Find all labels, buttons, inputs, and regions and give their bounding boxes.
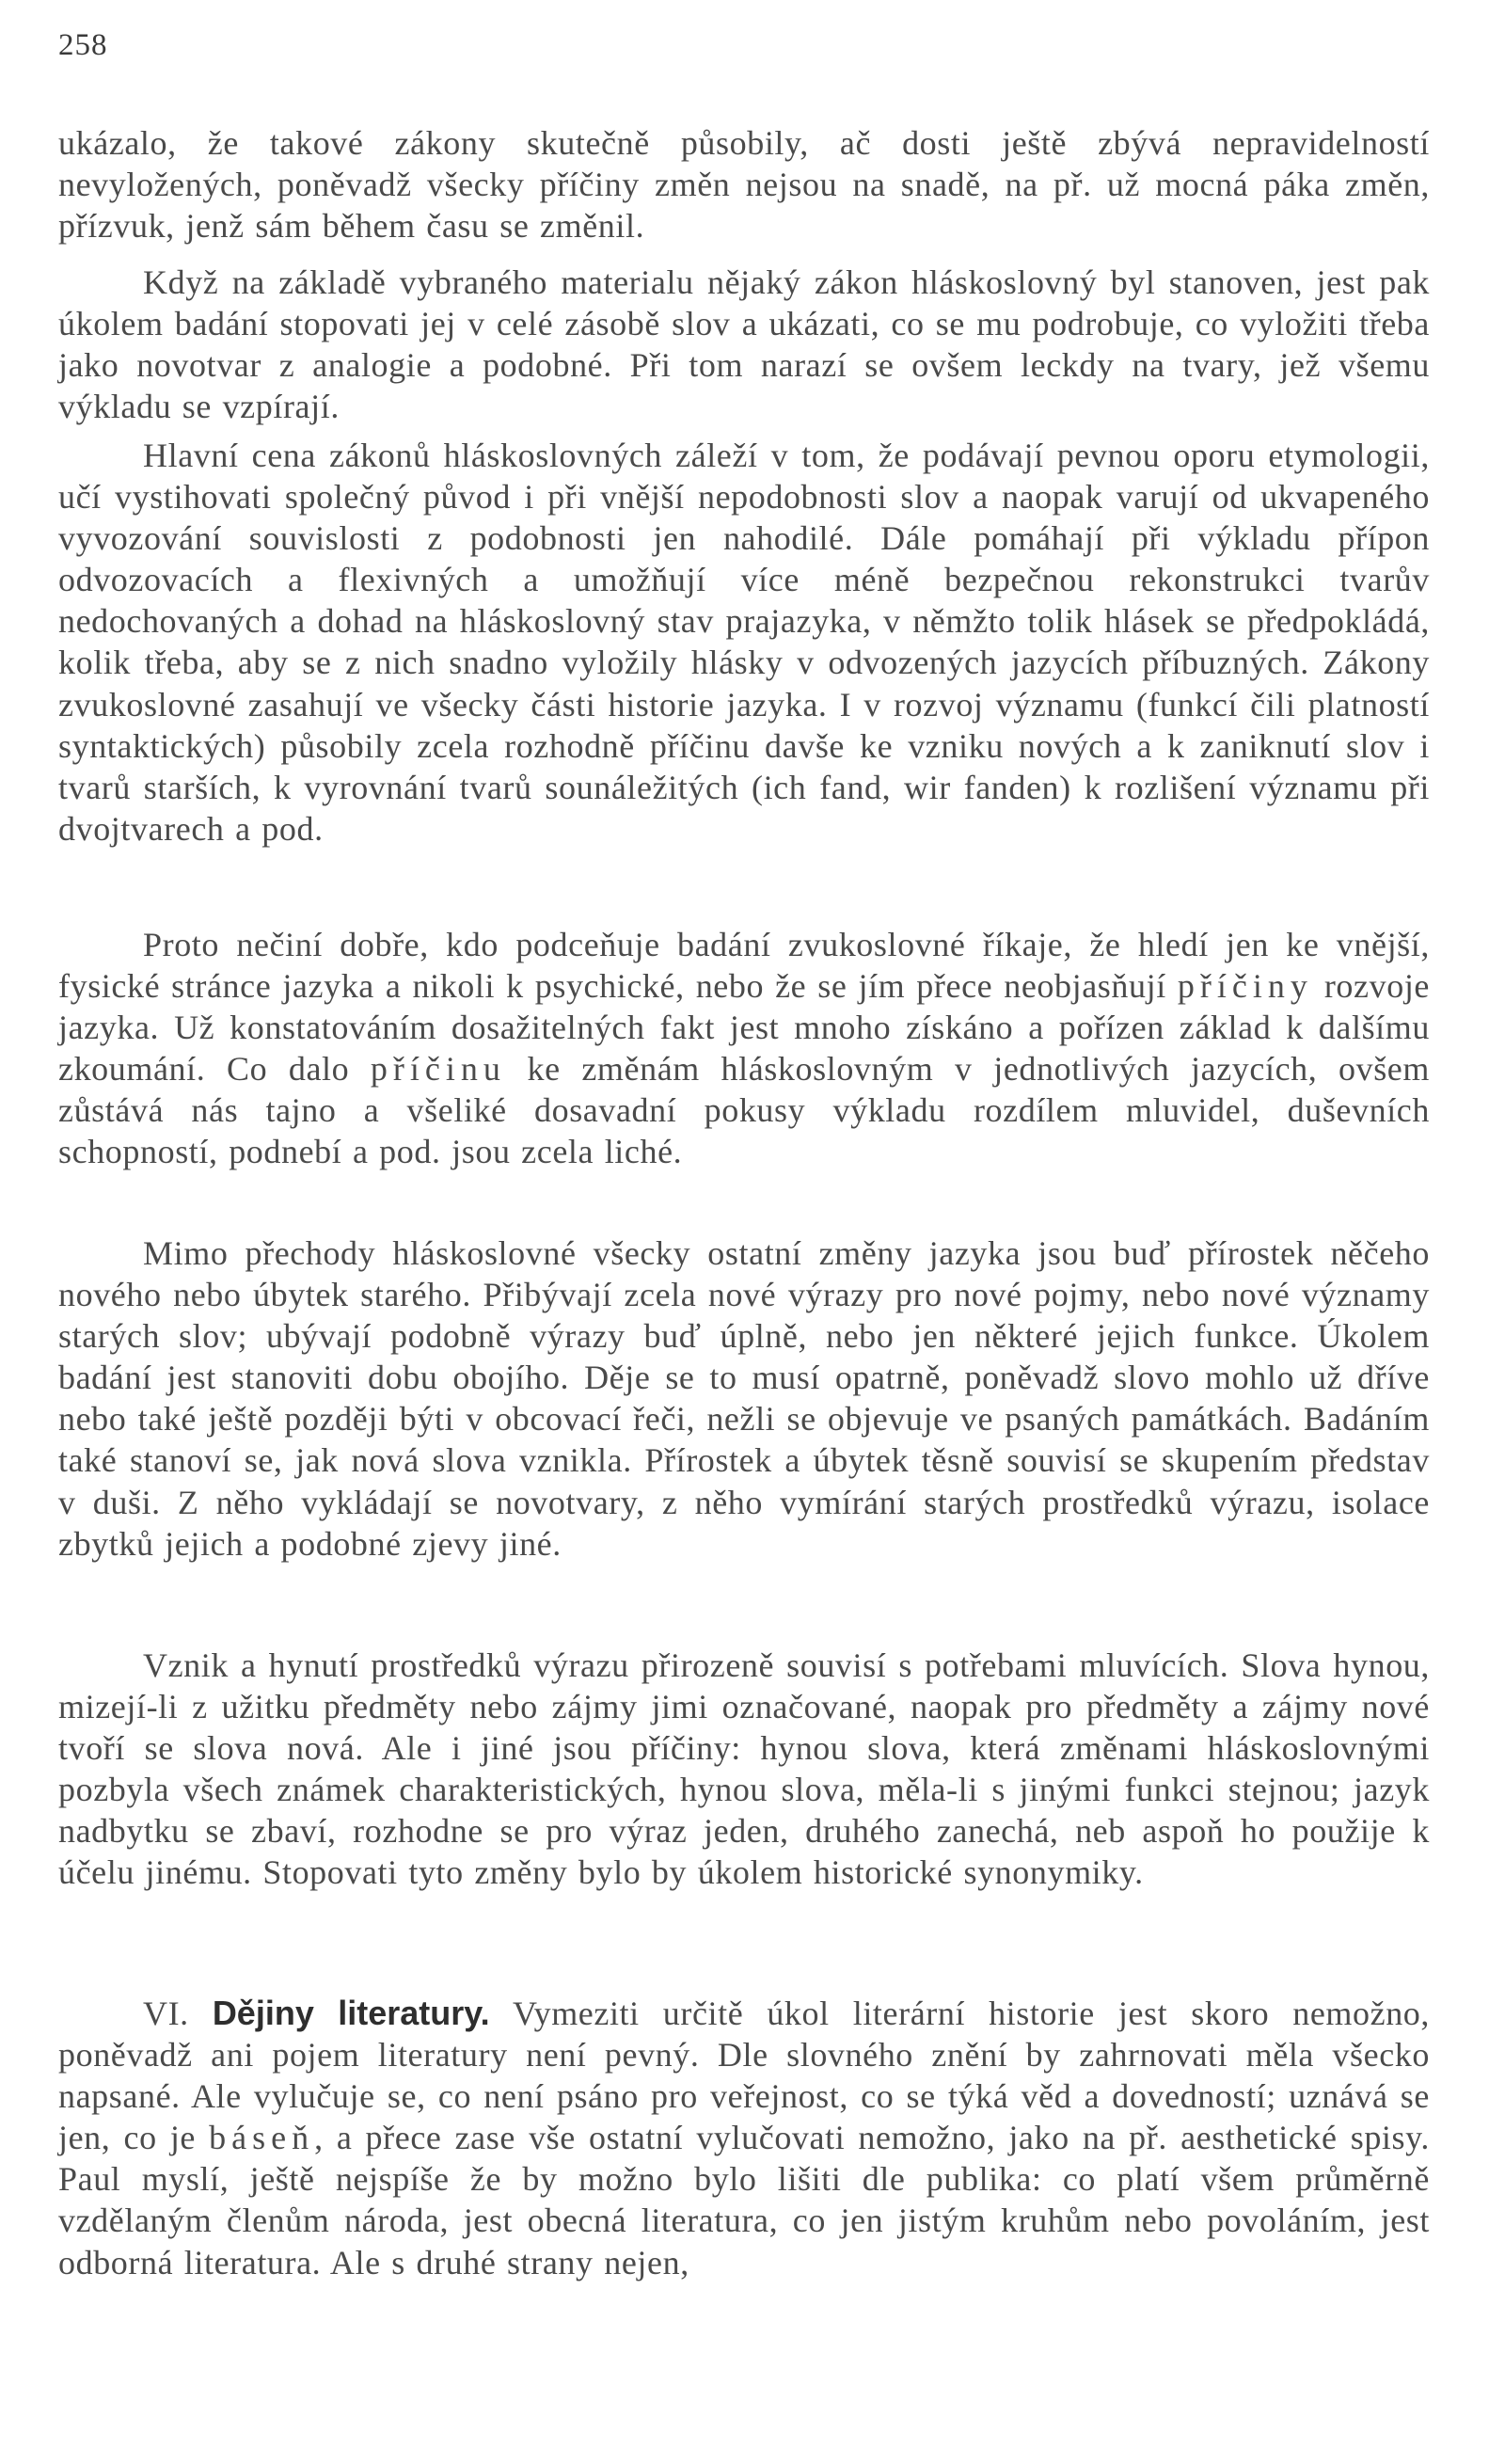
- paragraph: Mimo přechody hláskoslovné všecky ostatní změny jazyka jsou buď přírostek něčeho nového nebo úbytek starého. Přibývají zcela nové výrazy pro nové pojmy, nebo nové významy starých slov; ubývají podobně výrazy buď úplně, nebo jen některé jejich funkce. Úkolem badání jest stanoviti dobu obojího. Děje se to musí opatrně, poněvadž slovo mohlo už dříve nebo také ještě později býti v obcovací řeči, nežli se objevuje ve psaných památkách. Badáním také stanoví se, jak nová slova vznikla. Přírostek a úbytek těsně souvisí se skupením představ v duši. Z něho vykládají se novotvary, z něho vymírání starých prostředků výrazu, isolace zbytků jejich a podobné zjevy jiné.: [58, 1234, 1430, 1563]
- text-run: Proto nečiní dobře, kdo podceňuje badání zvukoslovné říkaje, že hledí jen ke vnější, fysické stránce jazyka a nikoli k psychické, nebo že se jím přece neobjasňují: [58, 926, 1430, 1006]
- page-number: 258: [58, 28, 108, 62]
- text-run: Vymeziti určitě úkol literární historie jest skoro nemožno, poněvadž ani pojem literatury není pevný. Dle slovného znění by zahrnovati měla všecko napsané. Ale vylučuje se, co není psáno pro veřejnost, co se týká věd a dovedností; uznává se jen, co je: [58, 1995, 1430, 2157]
- emphasis: příčiny: [1177, 967, 1313, 1006]
- emphasis: báseň: [209, 2119, 315, 2157]
- text-run: rozvoje jazyka. Už konstatováním dosažitelných fakt jest mnoho získáno a pořízen základ k dalšímu zkoumání. Co dalo: [58, 967, 1430, 1089]
- section-number: VI.: [143, 1995, 189, 2032]
- paragraph-block: [58, 924, 1430, 1173]
- paragraph: [58, 924, 1430, 1173]
- text-run: , a přece zase vše ostatní vylučovati nemožno, jako na př. aesthetické spisy. Paul myslí, ještě nejspíše že by možno bylo lišiti dle publika: co platí všem průměrně vzdělaným členům národa, jest obecná literatura, co jen jistým kruhům nebo povoláním, jest odborná literatura. Ale s druhé strany nejen,: [58, 2119, 1430, 2281]
- section-heading: Dějiny literatury.: [212, 1994, 490, 2032]
- paragraph-continuation: [58, 122, 1430, 246]
- paragraph: [58, 1993, 1430, 2283]
- paragraph: Hlavní cena zákonů hláskoslovných záleží v tom, že podávají pevnou oporu etymologii, učí vystihovati společný původ i při vnější nepodobnosti slov a naopak varují od ukvapeného vyvozování souvislosti z podobnosti jen nahodilé. Dále pomáhají při výkladu přípon odvozovacích a flexivných a umožňují více méně bezpečnou rekonstrukci tvarův nedochovaných a dohad na hláskoslovný stav prajazyka, v němžto tolik hlásek se předpokládá, kolik třeba, aby se z nich snadno vyložily hlásky v odvozených jazycích příbuzných. Zákony zvukoslovné zasahují ve všecky části historie jazyka. I v rozvoj významu (funkcí čili platností syntaktických) působily zcela rozhodně příčinu davše ke vzniku nových a k zaniknutí slov i tvarů starších, k vyrovnání tvarů sounáležitých (ich fand, wir fanden) k rozlišení významu při dvojtvarech a pod.: [58, 437, 1430, 848]
- text-run: ke změnám hláskoslovným v jednotlivých jazycích, ovšem zůstává nás tajno a všeliké dosavadní pokusy výkladu rozdílem mluvidel, duševních schopností, podnebí a pod. jsou zcela liché.: [58, 1050, 1430, 1171]
- paragraph: ukázalo, že takové zákony skutečně působily, ač dosti ještě zbývá nepravidelností nevyložených, poněvadž všecky příčiny změn nejsou na snadě, na př. už mocná páka změn, přízvuk, jenž sám během času se změnil.: [58, 124, 1430, 246]
- paragraph-block: [58, 1232, 1430, 1565]
- paragraph: Vznik a hynutí prostředků výrazu přirozeně souvisí s potřebami mluvících. Slova hynou, mizejí-li z užitku předměty nebo zájmy jimi označované, naopak pro předměty a zájmy nové tvoří se slova nová. Ale i jiné jsou příčiny: hynou slova, která změnami hláskoslovnými pozbyla všech známek charakteristických, hynou slova, měla-li s jinými funkci stejnou; jazyk nadbytku se zbaví, rozhodne se pro výraz jeden, druhého zanechá, neb aspoň ho použije k účelu jinému. Stopovati tyto změny bylo by úkolem historické synonymiky.: [58, 1646, 1430, 1892]
- paragraph-block: [58, 1645, 1430, 1894]
- emphasis: příčinu: [370, 1050, 506, 1089]
- paragraph-block: [58, 435, 1430, 850]
- paragraph-block: [58, 262, 1430, 427]
- paragraph-block: [58, 1993, 1430, 2283]
- paragraph: Když na základě vybraného materialu nějaký zákon hláskoslovný byl stanoven, jest pak úkolem badání stopovati jej v celé zásobě slov a ukázati, co se mu podrobuje, co vyložiti třeba jako novotvar z analogie a podobné. Při tom narazí se ovšem leckdy na tvary, jež všemu výkladu se vzpírají.: [58, 263, 1430, 426]
